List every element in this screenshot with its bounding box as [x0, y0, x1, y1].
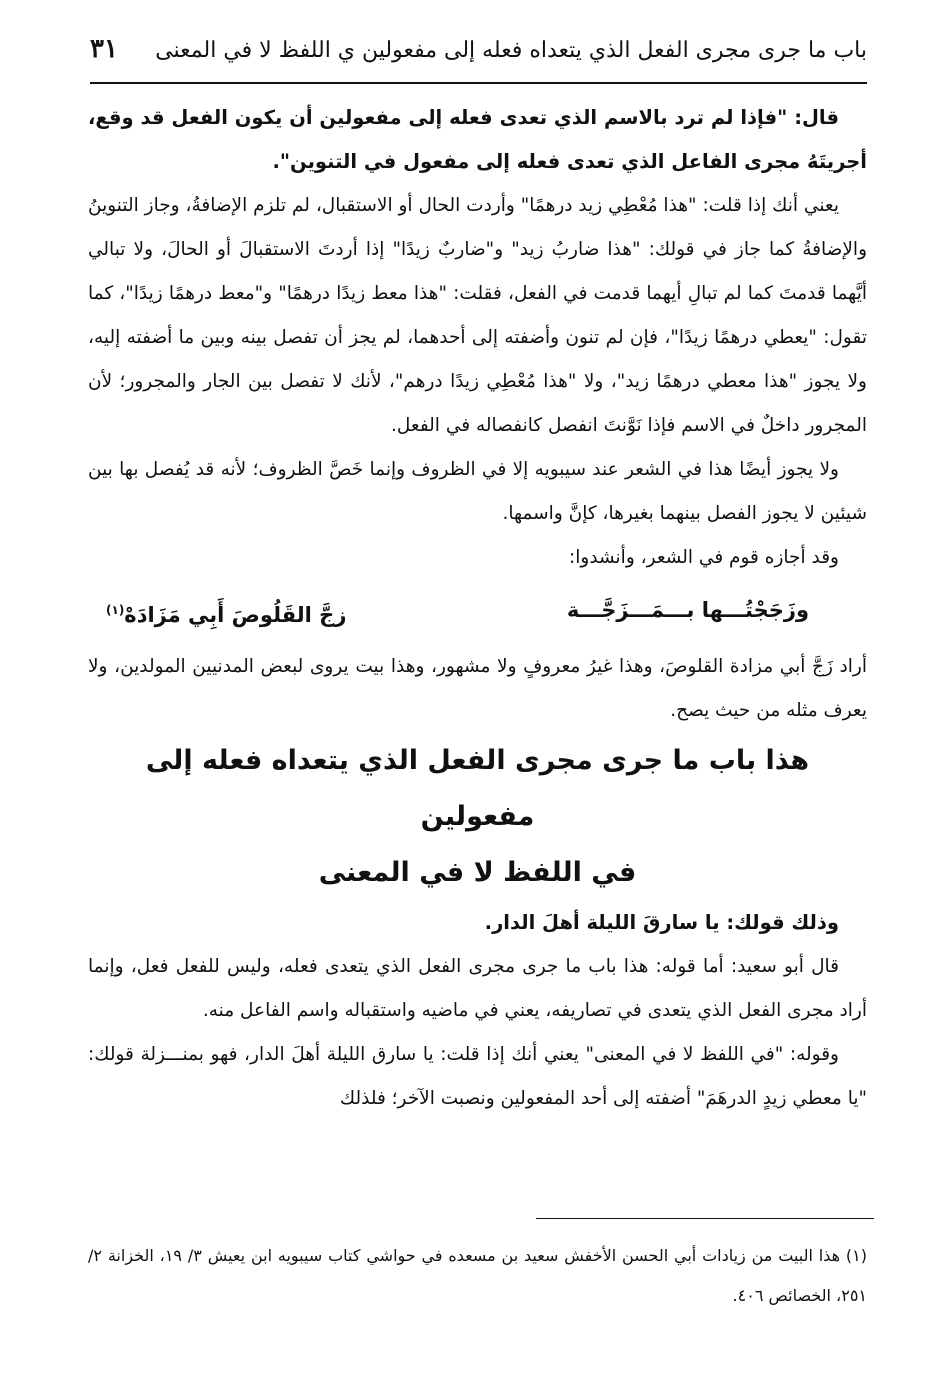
paragraph-lafz: وقوله: "في اللفظ لا في المعنى" يعني أنك إذا قلت: يا سارق الليلة أهلَ الدار، فهو بمنـــزلة قولك: "يا معطي زيدٍ الدرهَمَ" أضفته إلى أحد المفعولين ونصبت الآخر؛ فلذلك	[88, 1044, 867, 1109]
paragraph-example: وذلك قولك: يا سارقَ الليلة أهلَ الدار.	[484, 911, 839, 934]
main-text	[88, 96, 867, 1121]
chapter-title-line-1: هذا باب ما جرى مجرى الفعل الذي يتعداه فعله إلى مفعولين	[145, 745, 810, 832]
header-title: باب ما جرى مجرى الفعل الذي يتعداه فعله إلى مفعولين ي اللفظ لا في المعنى	[155, 38, 867, 63]
running-header	[90, 28, 867, 80]
chapter-title	[88, 733, 867, 901]
quoted-paragraph: قال: "فإذا لم ترد بالاسم الذي تعدى فعله إلى مفعولين أن يكون الفعل قد وقع، أجريتَهُ مجرى الفاعل الذي تعدى فعله إلى مفعول في التنوين".	[88, 106, 867, 173]
header-divider	[90, 82, 867, 84]
chapter-title-line-2: في اللفظ لا في المعنى	[318, 857, 637, 888]
poetry-verse	[88, 580, 867, 645]
footnote-marker[interactable]: (١)	[106, 603, 125, 617]
footnote-divider	[536, 1218, 874, 1219]
paragraph-abu-said: قال أبو سعيد: أما قوله: هذا باب ما جرى مجرى الفعل الذي يتعدى فعله، وليس للفعل فعل، وإنما أراد مجرى الفعل الذي يتعدى في تصاريفه، يعني في ماضيه واستقباله واسم الفاعل منه.	[88, 956, 867, 1021]
footnotes	[88, 1236, 867, 1316]
verse-first-hemistich: وزَجَجْتُـــها بـــمَـــزَجَّـــة	[566, 598, 809, 622]
paragraph-verse-comment: أراد زَجَّ أبي مزادة القلوصَ، وهذا غيرُ معروفٍ ولا مشهور، وهذا بيت يروى لبعض المدنيين المولدين، ولا يعرف مثله من حيث يصح.	[88, 656, 867, 721]
verse-second-hemistich-text: زجَّ القَلُوصَ أَبِي مَزَادَهْ	[124, 603, 347, 627]
paragraph-verse-intro: وقد أجازه قوم في الشعر، وأنشدوا:	[569, 547, 839, 568]
verse-second-hemistich	[106, 580, 346, 645]
paragraph-sibawayh: ولا يجوز أيضًا هذا في الشعر عند سيبويه إلا في الظروف وإنما خَصَّ الظروف؛ لأنه قد يُفصل بها بين شيئين لا يجوز الفصل بينهما بغيرها، كإنَّ واسمها.	[88, 459, 867, 524]
page-number: ٣١	[90, 34, 118, 64]
paragraph-explanation: يعني أنك إذا قلت: "هذا مُعْطِي زيد درهمًا" وأردت الحال أو الاستقبال، لم تلزم الإضافةُ، وجاز التنوينُ والإضافةُ كما جاز في قولك: "هذا ضاربُ زيد" و"ضاربٌ زيدًا" إذا أردتَ الاستقبالَ أو الحالَ، ولا تبالي أيَّهما قدمتَ كما لم تبالِ أيهما قدمت في الفعل، فقلت: "هذا معط زيدًا درهمًا" و"معط درهمًا زيدًا"، كما تقول: "يعطي درهمًا زيدًا"، فإن لم تنون وأضفته إلى أحدهما، لم يجز أن تفصل بينه وبين ما أضفته إليه، ولا يجوز "هذا معطي درهمًا زيد"، ولا "هذا مُعْطِي زيدًا درهم"، لأنك لا تفصل بين الجار والمجرور؛ لأن المجرور داخلٌ في الاسم فإذا نَوَّنتَ انفصل كانفصاله في الفعل.	[88, 195, 867, 436]
footnote-1: (١) هذا البيت من زيادات أبي الحسن الأخفش سعيد بن مسعده في حواشي كتاب سيبويه ابن يعيش ٣/ ١٩، الخزانة ٢/ ٢٥١، الخصائص ٤٠٦.	[88, 1246, 867, 1305]
